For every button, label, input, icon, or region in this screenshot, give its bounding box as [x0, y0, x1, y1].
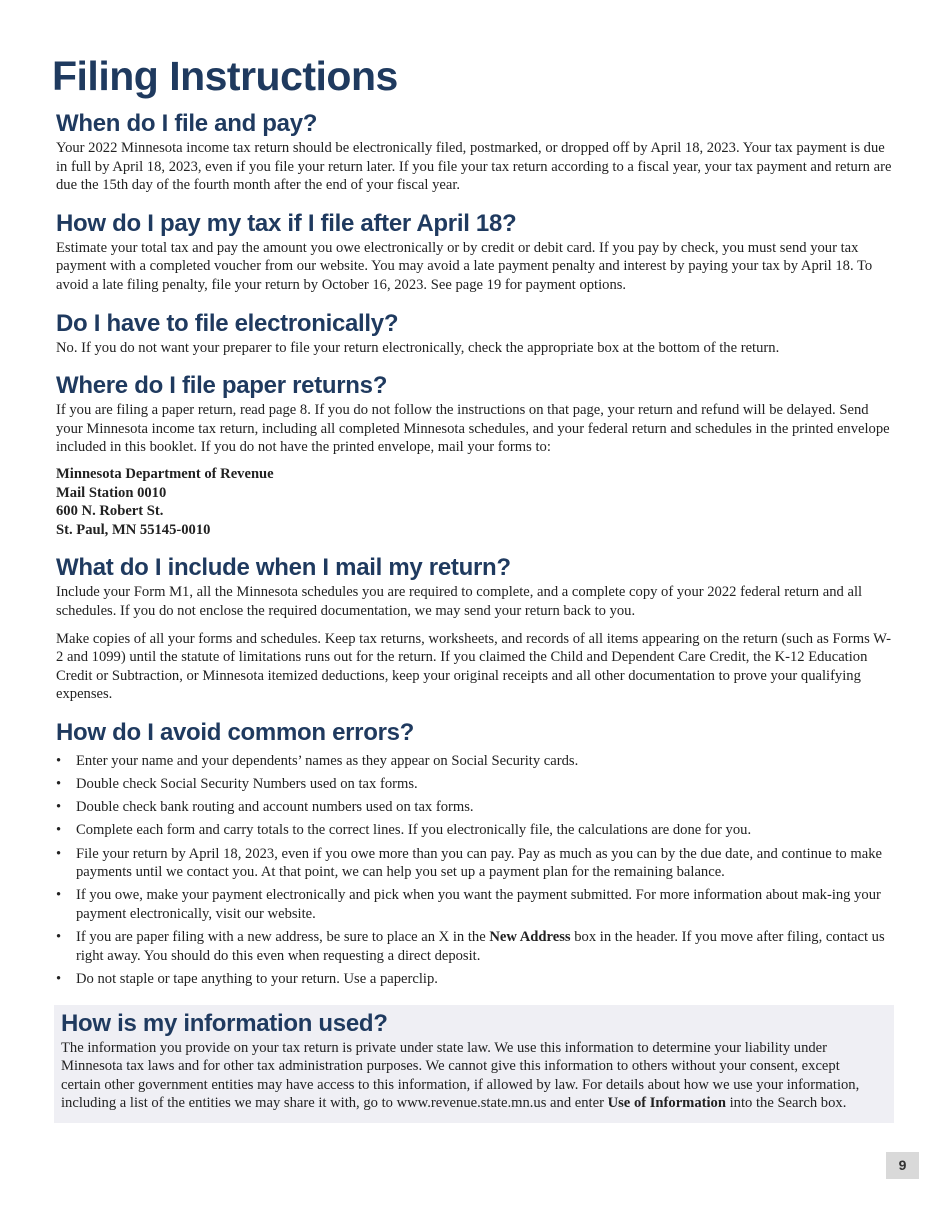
heading-common-errors: How do I avoid common errors?: [56, 718, 415, 746]
mailing-address: [56, 465, 894, 539]
text-run: into the Search box.: [725, 1095, 847, 1112]
paragraph-mail-contents: Include your Form M1, all the Minnesota schedules you are required to complete, and a complete copy of your 2022 federal return and all schedules. If you do not enclose the required documentation, we may send your return back to you.: [56, 584, 863, 619]
bullet-marker: •: [56, 752, 62, 769]
list-item-text: Complete each form and carry totals to the correct lines. If you electronically file, the calculations are done for you.: [76, 822, 752, 839]
use-of-information-term: Use of Information: [607, 1095, 726, 1112]
bullet-marker: •: [56, 822, 62, 839]
address-line: St. Paul, MN 55145-0010: [56, 521, 211, 538]
heading-paper-returns: Where do I file paper returns?: [56, 372, 388, 400]
bullet-marker: •: [56, 929, 62, 946]
common-errors-list: [56, 752, 894, 989]
list-item-text: Enter your name and your dependents’ names as they appear on Social Security cards.: [76, 752, 579, 769]
bullet-marker: •: [56, 887, 62, 904]
heading-mail-contents: What do I include when I mail my return?: [56, 554, 511, 582]
list-item-text: [76, 929, 885, 964]
list-item: [56, 886, 894, 923]
heading-when-to-file: When do I file and pay?: [56, 110, 318, 137]
list-item-text: If you owe, make your payment electronically and pick when you want the payment submitted. For more information about mak-ing your payment electronically, visit our website.: [76, 887, 881, 922]
address-line: 600 N. Robert St.: [56, 503, 164, 520]
page-number: 9: [886, 1152, 919, 1179]
text-run: If you are paper filing with a new address, be sure to place an X in the: [76, 929, 490, 946]
paragraph-information-use: [61, 1039, 882, 1113]
paragraph-pay-after-deadline: Estimate your total tax and pay the amount you owe electronically or by credit or debit card. If you pay by check, you must send your tax payment with a completed voucher from our website. You may avoid a late payment penalty and interest by paying your tax by April 18. To avoid a late filing penalty, file your return by October 16, 2023. See page 19 for payment options.: [56, 239, 873, 293]
paragraph-file-electronically: No. If you do not want your preparer to file your return electronically, check the appropriate box at the bottom of the return.: [56, 339, 780, 356]
heading-pay-after-deadline: How do I pay my tax if I file after April 18?: [56, 209, 517, 237]
text-run: box in the header. If you move after filing, contact us right away. You should do this even when requesting a direct deposit.: [76, 929, 885, 964]
list-item-text: Double check bank routing and account numbers used on tax forms.: [76, 799, 474, 816]
paragraph-keep-copies: Make copies of all your forms and schedules. Keep tax returns, worksheets, and records of all items appearing on the return (such as Forms W-2 and 1099) until the statute of limitations runs out for the return. If you claimed the Child and Dependent Care Credit, the K-12 Education Credit or Subtraction, or Minnesota itemized deductions, keep your original receipts and all other documentation to prove your qualifying expenses.: [56, 630, 891, 703]
bullet-marker: •: [56, 776, 62, 793]
list-item-text: Double check Social Security Numbers used on tax forms.: [76, 776, 418, 793]
bullet-marker: •: [56, 799, 62, 816]
list-item: [56, 752, 894, 771]
list-item-text: Do not staple or tape anything to your return. Use a paperclip.: [76, 970, 438, 987]
list-item: [56, 928, 894, 965]
address-line: Mail Station 0010: [56, 484, 167, 501]
heading-file-electronically: Do I have to file electronically?: [56, 309, 399, 337]
list-item: [56, 775, 894, 794]
list-item: [56, 798, 894, 817]
list-item: [56, 821, 894, 840]
heading-information-use: How is my information used?: [61, 1009, 388, 1037]
list-item: [56, 970, 894, 989]
list-item: [56, 845, 894, 882]
address-line: Minnesota Department of Revenue: [56, 465, 274, 482]
document-page: [52, 50, 894, 1123]
information-use-box: [54, 1005, 894, 1123]
bullet-marker: •: [56, 845, 62, 862]
paragraph-when-to-file: Your 2022 Minnesota income tax return should be electronically filed, postmarked, or dropped off by April 18, 2023. Your tax payment is due in full by April 18, 2023, even if you file your return later. If you file your tax return according to a fiscal year, your tax payment and return are due the 15th day of the fourth month after the end of your fiscal year.: [56, 140, 892, 194]
new-address-term: New Address: [489, 929, 571, 946]
list-item-text: File your return by April 18, 2023, even if you owe more than you can pay. Pay as much as you can by the due date, and continue to make payments until we contact you. At that point, we can help you set up a payment plan for the remaining balance.: [76, 845, 882, 881]
bullet-marker: •: [56, 970, 62, 987]
text-run: The information you provide on your tax return is private under state law. We use this information to determine your liability under Minnesota tax laws and for other tax administration purposes. We cannot give this information to others without your consent, except certain other government entities may have access to this information, if allowed by law. For details about how we use your information, including a list of the entities we may share it with, go to www.revenue.state.mn.us and enter: [61, 1039, 860, 1112]
page-title: Filing Instructions: [52, 53, 398, 99]
paragraph-paper-returns: If you are filing a paper return, read page 8. If you do not follow the instructions on that page, your return and refund will be delayed. Send your Minnesota income tax return, including all completed Minnesota schedules, and your federal return and schedules in the printed envelope included in this booklet. If you do not have the printed envelope, mail your forms to:: [56, 402, 890, 456]
